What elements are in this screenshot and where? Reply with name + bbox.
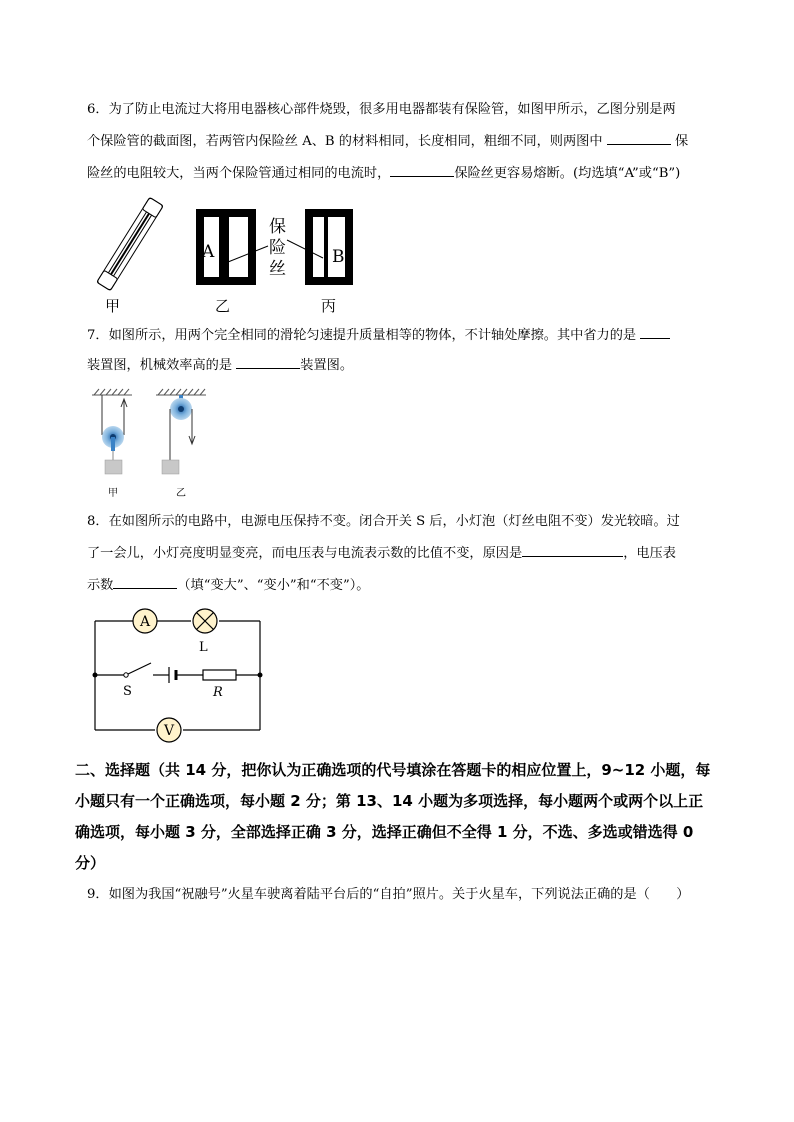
- q6-fuse-figure: [85, 192, 385, 322]
- caption-bing-6: 丙: [321, 297, 337, 315]
- q7-line-1: [87, 324, 727, 348]
- junction-node-left: [93, 673, 98, 678]
- fuse-section-bing: [309, 213, 349, 281]
- fuse-char-1: 保: [269, 217, 286, 237]
- caption-jia-6: 甲: [105, 297, 121, 315]
- q6-line-2-tail: 保: [674, 134, 689, 149]
- q7-line-1-text: 7．如图所示，用两个完全相同的滑轮匀速提升质量相等的物体，不计轴处摩擦。其中省力的是: [87, 328, 637, 343]
- q8-line-3-tail: （填“变大”、“变小”和“不变”）。: [177, 578, 370, 593]
- fuse-char-3: 丝: [269, 259, 286, 279]
- q8-line-3-text: 示数: [87, 578, 114, 593]
- q8-blank-1[interactable]: [522, 542, 623, 557]
- q6-blank-2[interactable]: [390, 162, 454, 177]
- q6-line-2-text: 个保险管的截面图，若两管内保险丝 A、B 的材料相同，长度相同，粗细不同，则两图中: [87, 134, 603, 149]
- q6-line-3: [87, 162, 727, 186]
- q6-line-3-text: 险丝的电阻较大，当两个保险管通过相同的电流时，: [87, 166, 391, 181]
- fuse-tube-drawing: [97, 197, 164, 290]
- q8-line-2: [87, 542, 727, 566]
- movable-pulley-jia: [102, 395, 127, 499]
- q9-line-1: 9．如图为我国“祝融号”火星车驶离着陆平台后的“自拍”照片。关于火星车，下列说法正确的是（ ）: [87, 887, 690, 902]
- q8-line-3: [87, 574, 727, 598]
- q7-pulley-figure: [90, 385, 210, 500]
- q8-line-2-tail: ，电压表: [623, 546, 676, 561]
- q6-line-3-tail: 保险丝更容易熔断。(均选填“A”或“B”): [454, 166, 681, 181]
- junction-node-right: [258, 673, 263, 678]
- fuse-char-2: 险: [269, 238, 286, 258]
- resistor-label: R: [213, 685, 223, 700]
- fuse-section-yi: [200, 213, 252, 281]
- section-2-line-1: 二、选择题（共 14 分，把你认为正确选项的代号填涂在答题卡的相应位置上，9~12 小题，每: [75, 761, 711, 779]
- caption-jia-7: 甲: [108, 488, 118, 499]
- ammeter-icon: [133, 609, 157, 633]
- fixed-pulley-yi: [162, 395, 195, 499]
- q7-line-2-text: 装置图，机械效率高的是: [87, 358, 233, 373]
- q8-line-2-text: 了一会儿，小灯亮度明显变亮，而电压表与电流表示数的比值不变，原因是: [87, 546, 523, 561]
- ammeter-label: A: [139, 614, 151, 630]
- caption-yi-6: 乙: [215, 297, 231, 315]
- switch-label: S: [123, 684, 132, 699]
- resistor-icon: [203, 670, 236, 680]
- section-2-line-3: 确选项，每小题 3 分，全部选择正确 3 分，选择正确但不全得 1 分，不选、多选或错选得 0: [75, 823, 694, 841]
- q6-line-1: 6．为了防止电流过大将用电器核心部件烧毁，很多用电器都装有保险管，如图甲所示，乙图分别是两: [87, 102, 676, 117]
- q7-line-2-tail: 装置图。: [300, 358, 354, 373]
- battery-icon: [169, 667, 176, 683]
- q7-blank-2[interactable]: [236, 354, 300, 369]
- q6-line-2: [87, 130, 727, 154]
- q6-blank-1[interactable]: [607, 130, 671, 145]
- q8-circuit-figure: [85, 605, 275, 750]
- label-a: A: [202, 242, 215, 262]
- q8-blank-2[interactable]: [113, 574, 177, 589]
- voltmeter-icon: [157, 718, 181, 742]
- q7-blank-1[interactable]: [640, 324, 670, 339]
- q8-line-1: 8．在如图所示的电路中，电源电压保持不变。闭合开关 S 后，小灯泡（灯丝电阻不变）发光较暗。过: [87, 514, 680, 529]
- voltmeter-label: V: [163, 723, 175, 739]
- caption-yi-7: 乙: [176, 488, 186, 499]
- lamp-label: L: [199, 640, 208, 655]
- section-2-line-2: 小题只有一个正确选项，每小题 2 分；第 13、14 小题为多项选择，每小题两个或两个以上正: [75, 792, 704, 810]
- label-b: B: [332, 247, 345, 267]
- switch-icon: [124, 673, 128, 677]
- section-2-line-4: 分）: [75, 854, 106, 872]
- q7-line-2: [87, 354, 727, 378]
- lamp-icon: [193, 609, 217, 633]
- ceiling-hatching: [92, 389, 206, 395]
